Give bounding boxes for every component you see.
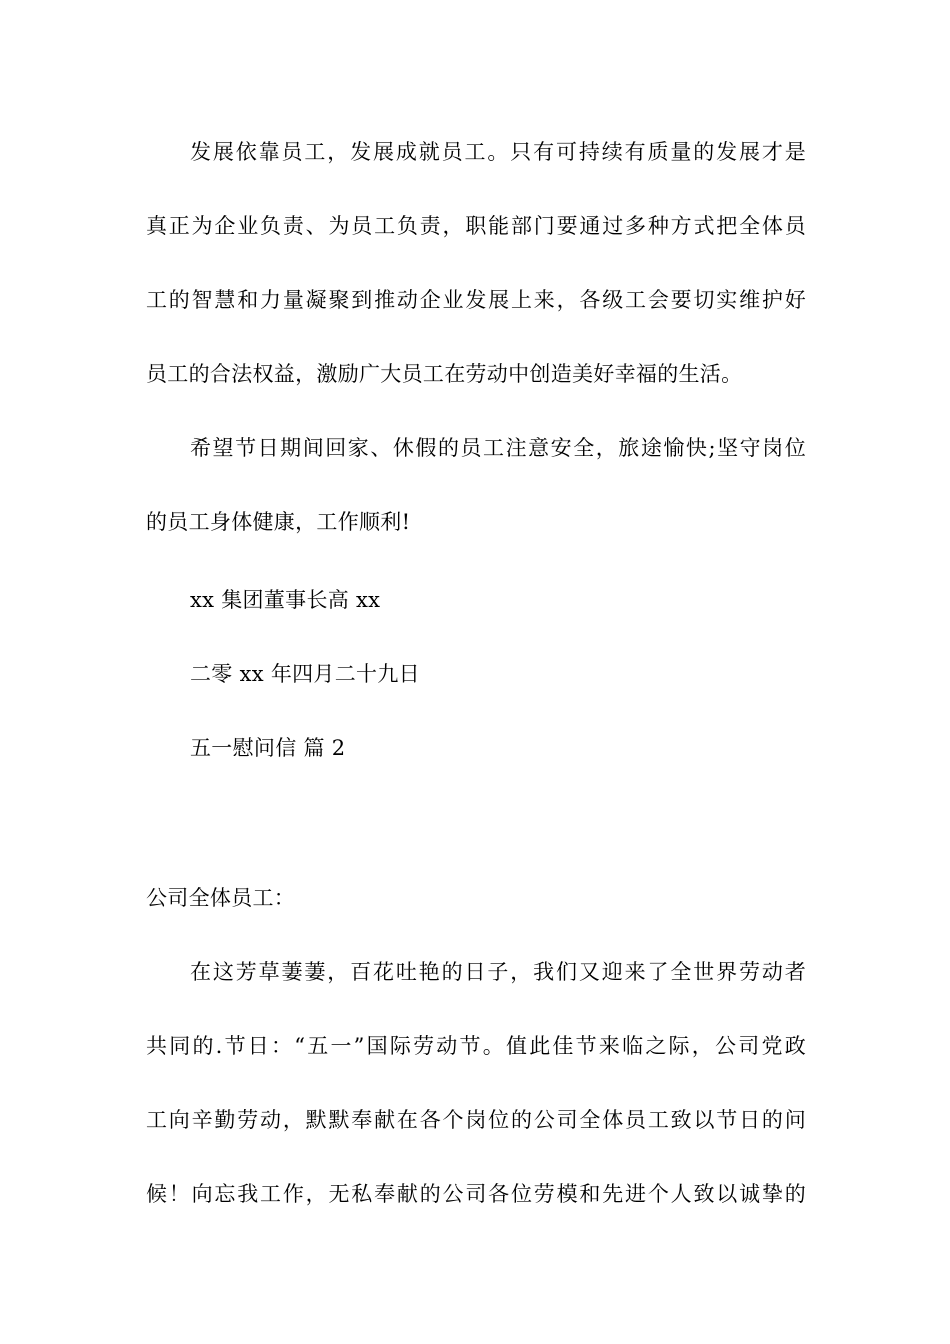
paragraph-line: 发展依靠员工，发展成就员工。只有可持续有质量的发展才是 bbox=[190, 140, 806, 164]
paragraph-line: 希望节日期间回家、休假的员工注意安全，旅途愉快;坚守岗位 bbox=[190, 436, 806, 460]
paragraph-line: 工的智慧和力量凝聚到推动企业发展上来，各级工会要切实维护好 bbox=[146, 288, 806, 312]
paragraph-line: 员工的合法权益，激励广大员工在劳动中创造美好幸福的生活。 bbox=[146, 362, 743, 386]
salutation: 公司全体员工： bbox=[146, 886, 296, 910]
section-title: 五一慰问信 篇 2 bbox=[190, 736, 346, 760]
signature-line: xx 集团董事长高 xx bbox=[190, 588, 381, 612]
paragraph-line: 的员工身体健康，工作顺利! bbox=[146, 510, 411, 534]
date-line: 二零 xx 年四月二十九日 bbox=[190, 662, 420, 686]
paragraph-line: 候！向忘我工作，无私奉献的公司各位劳模和先进个人致以诚挚的 bbox=[146, 1182, 806, 1206]
paragraph-line: 真正为企业负责、为员工负责，职能部门要通过多种方式把全体员 bbox=[146, 214, 806, 238]
paragraph-line: 共同的.节日：“五一”国际劳动节。值此佳节来临之际，公司党政 bbox=[146, 1034, 806, 1058]
paragraph-line: 在这芳草萋萋，百花吐艳的日子，我们又迎来了全世界劳动者 bbox=[190, 960, 806, 984]
paragraph-line: 工向辛勤劳动，默默奉献在各个岗位的公司全体员工致以节日的问 bbox=[146, 1108, 806, 1132]
